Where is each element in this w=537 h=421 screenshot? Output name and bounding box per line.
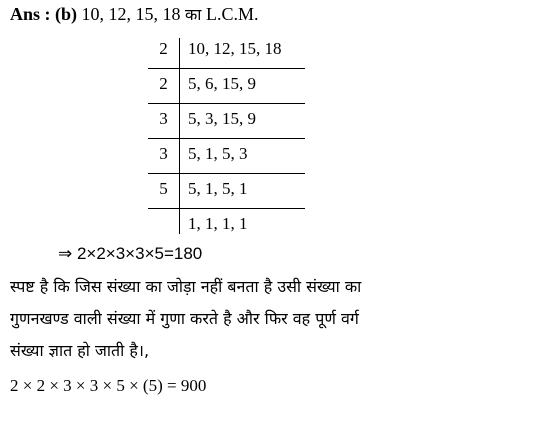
table-row [148,174,305,209]
quotient-cell: 5, 6, 15, 9 [188,74,256,93]
quotient-cell: 5, 1, 5, 1 [188,179,248,198]
answer-prefix: Ans : [10,4,51,24]
explanation-line-2: गुणनखण्ड वाली संख्या में गुणा करते है और फिर वह पूर्ण वर्ग [10,309,359,328]
divisor-cell: 3 [159,109,168,128]
answer-numbers: 10, 12, 15, 18 [81,4,181,24]
explanation-line-1: स्पष्ट है कि जिस संख्या का जोड़ा नहीं बनता है उसी संख्या का [10,277,362,296]
table-row [148,209,305,243]
explanation-line-3: संख्या ज्ञात हो जाती है।, [10,341,150,360]
table-divider-line [179,38,180,234]
table-row [148,104,305,139]
table-row [148,139,305,174]
answer-lcm-label: L.C.M. [205,4,259,24]
divisor-cell: 2 [159,74,168,93]
final-answer: 2 × 2 × 3 × 3 × 5 × (5) = 900 [10,376,207,395]
lcm-result: ⇒ 2×2×3×3×5=180 [58,244,203,263]
quotient-cell: 5, 1, 5, 3 [188,144,248,163]
table-row [148,34,305,69]
quotient-cell: 1, 1, 1, 1 [188,214,248,233]
divisor-cell: 5 [159,179,168,198]
answer-heading [10,2,258,27]
answer-hindi-ka: का [185,5,202,24]
divisor-cell [148,209,179,243]
quotient-cell: 10, 12, 15, 18 [188,39,282,58]
divisor-cell: 2 [159,39,168,58]
lcm-division-table [148,34,305,243]
answer-option: (b) [55,4,78,24]
table-row [148,69,305,104]
divisor-cell: 3 [159,144,168,163]
quotient-cell: 5, 3, 15, 9 [188,109,256,128]
